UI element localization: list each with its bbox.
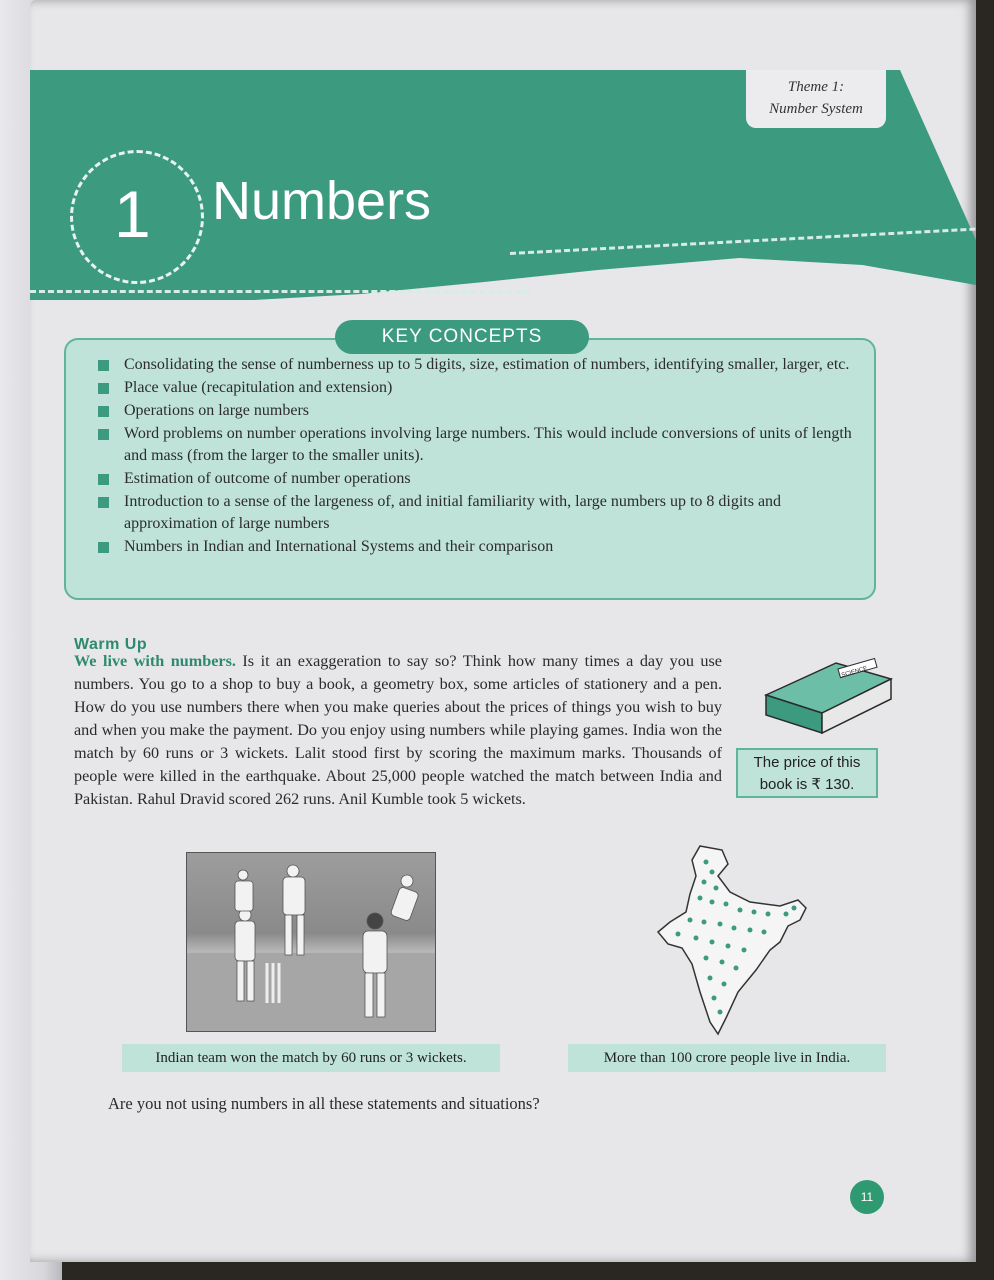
key-concepts-heading: KEY CONCEPTS [335,320,589,354]
key-concept-item: Introduction to a sense of the largeness of, and initial familiarity with, large numbers up to 8 digits and approximation of large numbers [124,491,874,535]
page-number: 11 [850,1180,884,1214]
map-caption: More than 100 crore people live in India. [568,1044,886,1072]
photo-caption: Indian team won the match by 60 runs or 3 wickets. [122,1044,500,1072]
book-label: SCIENCE [840,665,869,679]
theme-line-1: Theme 1: [787,79,845,95]
key-concept-item: Operations on large numbers [124,400,874,422]
key-concept-item: Word problems on number operations involving large numbers. This would include conversions of units of length and mass (from the larger to the smaller units). [124,423,874,467]
header-dashed-line-bottom [30,290,530,293]
key-concepts-box [64,338,876,600]
cricket-players-image [187,853,435,1031]
warm-up-body: Is it an exaggeration to say so? Think how many times a day you use numbers. You go to a shop to buy a book, a geometry box, some articles of stationery and a pen. How do you use numbers there when you make queries about the prices of things you wish to buy and when you make the payment. Do you enjoy using numbers while playing games. India won the match by 60 runs or 3 wickets. Lalit stood first by scoring the maximum marks. Thousands of people were killed in the earthquake. About 25,000 people watched the match between India and Pakistan. Rahul Dravid scored 262 runs. Anil Kumble took 5 wickets. [74,652,722,808]
theme-tab [746,70,886,128]
book-price-line-1: The price of this [753,754,861,771]
warm-up-heading: Warm Up [74,636,148,653]
chapter-title: Numbers [212,171,432,231]
key-concept-item: Estimation of outcome of number operations [124,468,874,490]
science-book-icon [756,655,896,743]
key-concept-item: Numbers in Indian and International Systems and their comparison [124,536,874,558]
book-price-line-2: book is ₹ 130. [759,776,855,793]
india-map-image [630,842,830,1038]
warm-up-lead: We live with numbers. [74,652,236,670]
chapter-number: 1 [114,177,151,251]
theme-line-2: Number System [769,101,863,117]
book-price-caption [736,748,878,798]
key-concept-item: Consolidating the sense of numberness up to 5 digits, size, estimation of numbers, identifying smaller, larger, etc. [124,354,874,376]
closing-question: Are you not using numbers in all these statements and situations? [108,1094,540,1113]
textbook-page [30,0,976,1262]
key-concept-item: Place value (recapitulation and extension) [124,377,874,399]
warm-up-paragraph [74,650,722,811]
cricket-match-photo [186,852,436,1032]
